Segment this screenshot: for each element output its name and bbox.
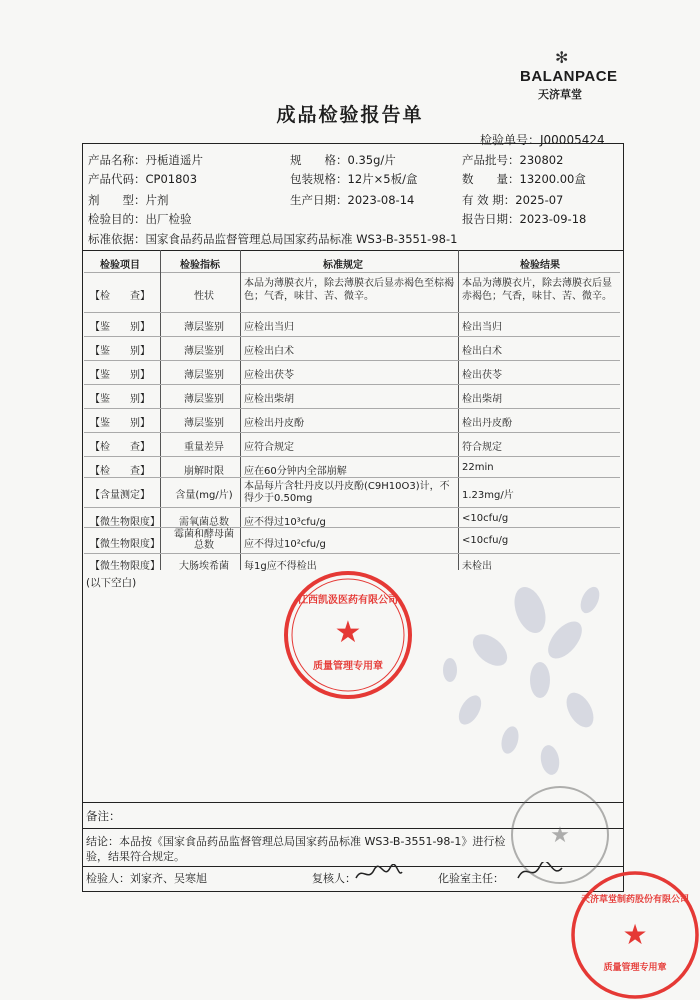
- table-row: [84, 314, 620, 336]
- reviewer-signature: [354, 864, 404, 884]
- cell-standard: 应在60分钟内全部崩解: [244, 466, 347, 477]
- logo-text-en: BALANPACE: [520, 68, 618, 85]
- cell-result: 22min: [462, 462, 494, 473]
- quality-stamp-center: [278, 565, 418, 705]
- cell-index: 薄层鉴别: [184, 370, 224, 381]
- cell-index: 霉菌和酵母菌总数: [174, 529, 234, 551]
- table-row: [84, 479, 620, 507]
- cell-result: 1.23mg/片: [462, 490, 514, 501]
- cell-result: <10cfu/g: [462, 513, 509, 524]
- svg-text:★: ★: [550, 823, 570, 848]
- cell-standard: 应不得过10³cfu/g: [244, 517, 326, 528]
- product-name: 产品名称：丹栀逍遥片: [88, 153, 203, 167]
- logo-tree-icon: ✻: [555, 48, 567, 67]
- table-row: [84, 434, 620, 456]
- inspector: 检验人：刘家齐、吴寒旭: [86, 872, 207, 885]
- cell-index: 重量差异: [184, 442, 224, 453]
- production-date: 生产日期：2023-08-14: [290, 193, 415, 207]
- divider: [84, 272, 620, 273]
- cell-result: 符合规定: [462, 442, 502, 453]
- cell-index: 含量(mg/片): [175, 490, 233, 501]
- dosage-form: 剂 型：片剂: [88, 193, 169, 207]
- cell-index: 薄层鉴别: [184, 418, 224, 429]
- cell-result: 检出丹皮酚: [462, 418, 512, 429]
- cell-standard: 应检出柴胡: [244, 394, 294, 405]
- blank-note: (以下空白): [86, 577, 137, 589]
- svg-text:质量管理专用章: 质量管理专用章: [603, 963, 667, 973]
- cell-standard: 应不得过10²cfu/g: [244, 539, 326, 550]
- cell-item: 【微生物限度】: [90, 517, 160, 528]
- lab-head: 化验室主任：: [438, 872, 504, 885]
- cell-item: 【检 查】: [90, 291, 150, 302]
- cell-index: 大肠埃希菌: [179, 561, 229, 572]
- cell-standard: 本品每片含牡丹皮以丹皮酚(C9H10O3)计，不得少于0.50mg: [244, 481, 450, 504]
- col-header-index: 检验指标: [180, 260, 220, 271]
- divider: [84, 456, 620, 457]
- divider: [84, 360, 620, 361]
- cell-index: 薄层鉴别: [184, 322, 224, 333]
- svg-text:质量管理专用章: 质量管理专用章: [313, 661, 383, 672]
- watermark-flower-icon: [410, 580, 610, 800]
- spec: 规 格：0.35g/片: [290, 153, 396, 167]
- cell-result: 本品为薄膜衣片，除去薄膜衣后显赤褐色；气香，味甘、苦、微辛。: [462, 278, 612, 302]
- table-row: [84, 274, 620, 312]
- batch-number: 产品批号：230802: [462, 153, 564, 167]
- cell-item: 【微生物限度】: [90, 561, 160, 572]
- brand-logo: [520, 48, 630, 102]
- cell-standard: 每1g应不得检出: [244, 561, 317, 572]
- report-date: 报告日期：2023-09-18: [462, 212, 587, 226]
- cell-item: 【鉴 别】: [90, 322, 150, 333]
- divider: [84, 336, 620, 337]
- table-row: [84, 386, 620, 408]
- cell-result: 未检出: [462, 561, 492, 572]
- table-row: [84, 362, 620, 384]
- validity: 有 效 期：2025-07: [462, 193, 564, 207]
- cell-standard: 本品为薄膜衣片，除去薄膜衣后显赤褐色至棕褐色；气香，味甘、苦、微辛。: [244, 278, 454, 302]
- cell-standard: 应符合规定: [244, 442, 294, 453]
- divider: [84, 312, 620, 313]
- cell-index: 薄层鉴别: [184, 346, 224, 357]
- table-row: [84, 410, 620, 432]
- cell-index: 崩解时限: [184, 466, 224, 477]
- faded-stamp: [500, 780, 620, 890]
- cell-item: 【含量测定】: [90, 490, 150, 501]
- cell-result: 检出当归: [462, 322, 502, 333]
- stamp-star-icon: ★: [334, 615, 362, 650]
- cell-item: 【鉴 别】: [90, 394, 150, 405]
- cell-item: 【微生物限度】: [90, 539, 160, 550]
- divider: [84, 408, 620, 409]
- cell-index: 性状: [194, 291, 214, 302]
- quantity: 数 量：13200.00盒: [462, 172, 586, 186]
- remark-label: 备注：: [86, 809, 121, 823]
- divider: [84, 432, 620, 433]
- cell-result: 检出柴胡: [462, 394, 502, 405]
- cell-index: 薄层鉴别: [184, 394, 224, 405]
- cell-item: 【鉴 别】: [90, 418, 150, 429]
- logo-text-cn: 天济草堂: [538, 88, 582, 101]
- col-header-result: 检验结果: [520, 260, 560, 271]
- cell-item: 【鉴 别】: [90, 370, 150, 381]
- stamp-star-icon: ★: [622, 918, 648, 951]
- table-row: [84, 338, 620, 360]
- packing-spec: 包装规格：12片×5板/盒: [290, 172, 418, 186]
- cell-result: 检出白术: [462, 346, 502, 357]
- col-header-standard: 标准规定: [323, 260, 363, 271]
- col-header-item: 检验项目: [100, 260, 140, 271]
- divider: [84, 507, 620, 508]
- reviewer: 复核人：: [312, 872, 356, 885]
- cell-standard: 应检出白术: [244, 346, 294, 357]
- svg-text:江西凯汲医药有限公司: 江西凯汲医药有限公司: [298, 595, 398, 606]
- cell-item: 【鉴 别】: [90, 346, 150, 357]
- product-code: 产品代码：CP01803: [88, 172, 198, 186]
- report-number: 检验单号：J00005424: [480, 133, 605, 147]
- inspection-purpose: 检验目的：出厂检验: [88, 212, 192, 226]
- table-row: [84, 529, 620, 553]
- cell-result: 检出茯苓: [462, 370, 502, 381]
- svg-text:天济草堂制药股份有限公司: 天济草堂制药股份有限公司: [580, 895, 690, 905]
- conclusion: 结论：本品按《国家食品药品监督管理总局国家药品标准 WS3-B-3551-98-1》进行检验，结果符合规定。: [86, 835, 506, 863]
- divider: [84, 477, 620, 478]
- cell-standard: 应检出丹皮酚: [244, 418, 304, 429]
- divider: [84, 384, 620, 385]
- cell-standard: 应检出茯苓: [244, 370, 294, 381]
- divider: [84, 527, 620, 528]
- standard-basis: 标准依据：国家食品药品监督管理总局国家药品标准 WS3-B-3551-98-1: [88, 232, 458, 246]
- report-title: 成品检验报告单: [276, 104, 424, 126]
- cell-index: 需氧菌总数: [179, 517, 229, 528]
- cell-item: 【检 查】: [90, 466, 150, 477]
- cell-item: 【检 查】: [90, 442, 150, 453]
- cell-standard: 应检出当归: [244, 322, 294, 333]
- cell-result: <10cfu/g: [462, 535, 509, 546]
- divider: [82, 250, 624, 251]
